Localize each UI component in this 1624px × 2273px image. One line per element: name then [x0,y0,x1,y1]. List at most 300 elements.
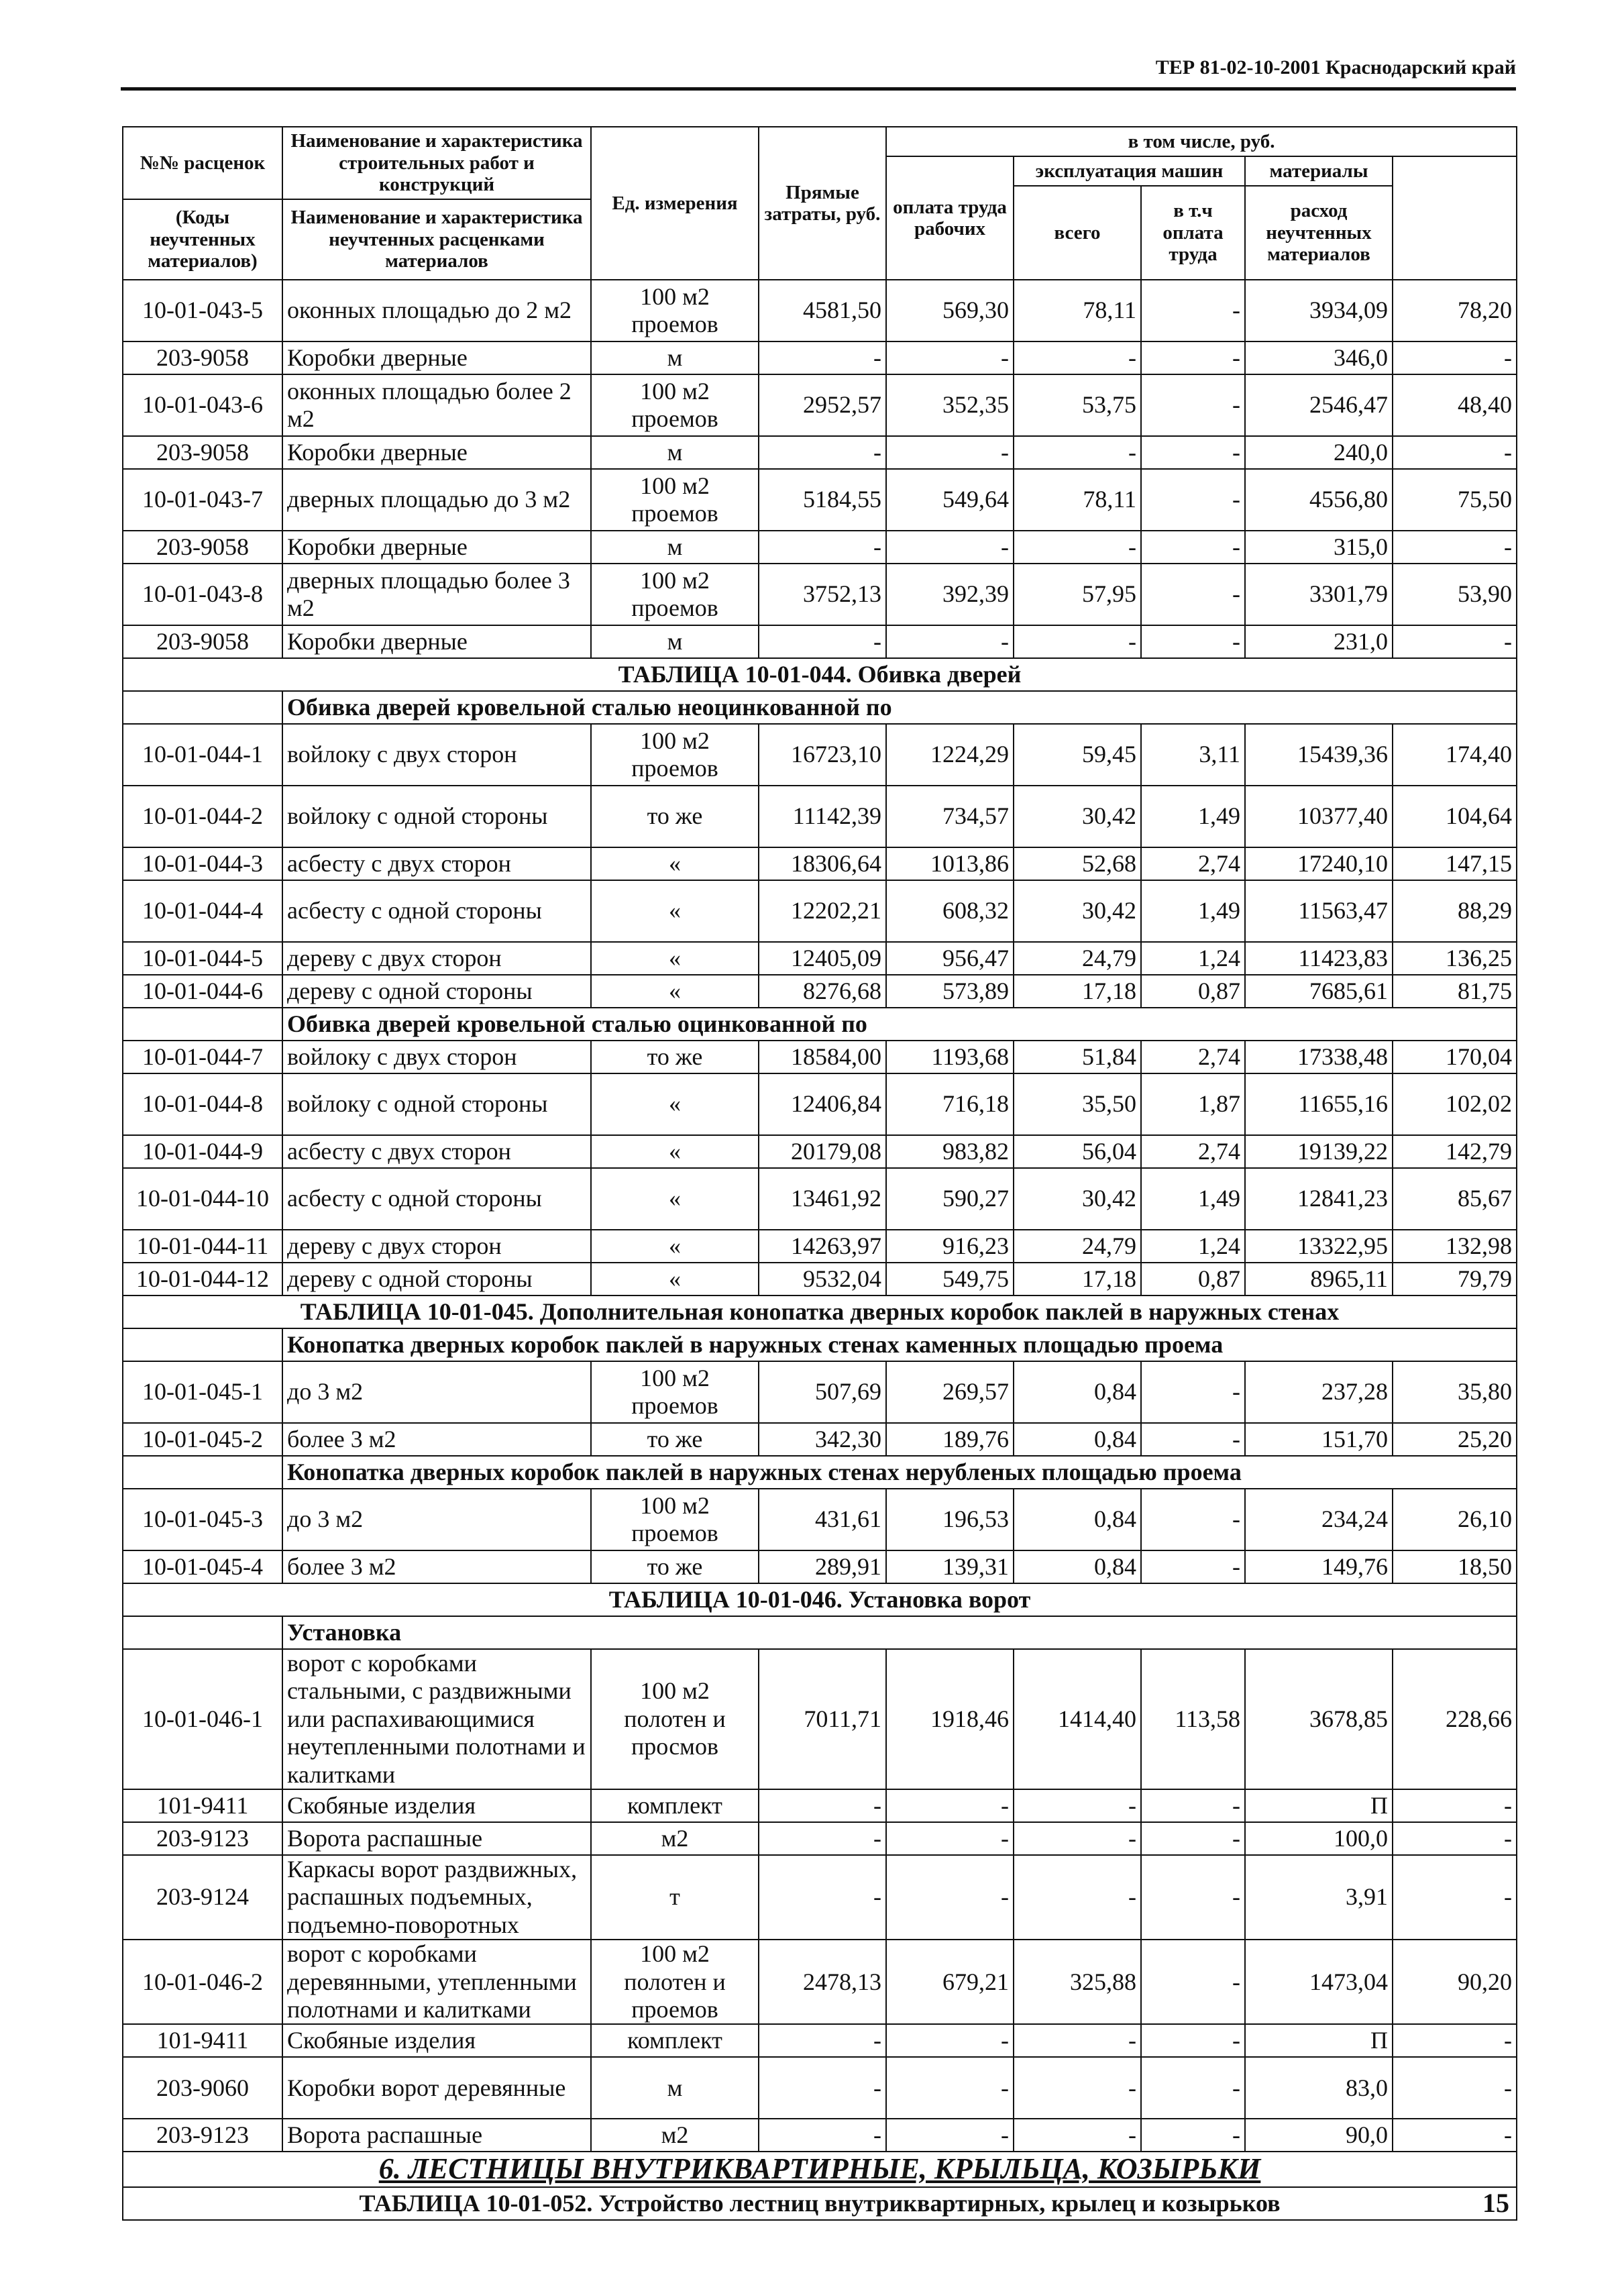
cell-direct: 18306,64 [759,847,886,880]
cell-machines: 17,18 [1014,1263,1141,1296]
cell-unit: м [591,2057,759,2119]
cell-labor: 1013,86 [886,847,1014,880]
cell-labor: 590,27 [886,1168,1014,1230]
table-row [123,1550,1517,1583]
cell-machines: 0,84 [1014,1361,1141,1423]
cell-direct: 4581,50 [759,280,886,341]
cell-labor: 1224,29 [886,724,1014,786]
cell-code: 101-9411 [123,1789,282,1822]
cell-labor: 1918,46 [886,1649,1014,1789]
cell-machines: 17,18 [1014,975,1141,1008]
cell-machines: - [1014,625,1141,658]
cell-code: 203-9124 [123,1855,282,1940]
header-rule [121,87,1516,91]
cell-machines-labor: - [1141,2119,1245,2152]
cell-materials: 19139,22 [1245,1135,1393,1168]
cell-name: Коробки дверные [282,436,591,469]
cell-workers: 81,75 [1393,975,1517,1008]
cell-direct: - [759,1822,886,1855]
cell-machines: 78,11 [1014,469,1141,531]
cell-machines-labor: 1,87 [1141,1073,1245,1135]
group-title-spacer [123,1616,282,1649]
col-machines-labor-header: в т.ч оплата труда [1141,186,1245,280]
col-code-subheader: (Коды неучтенных материалов) [123,199,282,280]
cell-workers: 102,02 [1393,1073,1517,1135]
cell-machines-labor: - [1141,280,1245,341]
cell-machines: 78,11 [1014,280,1141,341]
cell-direct: - [759,531,886,564]
table-row [123,1649,1517,1789]
cell-name: оконных площадью более 2 м2 [282,374,591,436]
cell-machines: - [1014,2119,1141,2152]
cell-workers: - [1393,531,1517,564]
cell-machines: - [1014,1789,1141,1822]
section-title: 6. ЛЕСТНИЦЫ ВНУТРИКВАРТИРНЫЕ, КРЫЛЬЦА, КОЗЫРЬКИ [123,2152,1517,2187]
cell-materials: П [1245,2024,1393,2057]
cell-workers: 85,67 [1393,1168,1517,1230]
cell-workers: - [1393,341,1517,374]
cell-machines-labor: 1,24 [1141,1230,1245,1263]
cell-direct: - [759,625,886,658]
cell-labor: 983,82 [886,1135,1014,1168]
cell-direct: 289,91 [759,1550,886,1583]
cell-code: 10-01-044-11 [123,1230,282,1263]
cell-name: более 3 м2 [282,1423,591,1456]
cell-labor: - [886,2119,1014,2152]
cell-name: дереву с двух сторон [282,1230,591,1263]
table-title: ТАБЛИЦА 10-01-044. Обивка дверей [123,658,1517,691]
group-title: Конопатка дверных коробок паклей в наружных стенах каменных площадью проема [282,1328,1517,1361]
cell-unit: 100 м2 проемов [591,564,759,625]
cell-code: 10-01-044-6 [123,975,282,1008]
cell-materials: 7685,61 [1245,975,1393,1008]
cell-workers: 142,79 [1393,1135,1517,1168]
cell-machines: 1414,40 [1014,1649,1141,1789]
cell-unit: т [591,1855,759,1940]
cell-name: асбесту с одной стороны [282,880,591,942]
cell-materials: 83,0 [1245,2057,1393,2119]
col-labor-header: оплата труда рабочих [886,156,1014,280]
cell-workers: 26,10 [1393,1489,1517,1550]
table-row [123,531,1517,564]
cell-workers: 147,15 [1393,847,1517,880]
cell-direct: 2478,13 [759,1940,886,2024]
cell-unit: м [591,625,759,658]
table-title: ТАБЛИЦА 10-01-052. Устройство лестниц внутриквартирных, крылец и козырьков [123,2187,1517,2220]
cell-name: дереву с одной стороны [282,975,591,1008]
cell-materials: 240,0 [1245,436,1393,469]
cell-machines: 0,84 [1014,1489,1141,1550]
table-title-row [123,1583,1517,1616]
cell-machines-labor: 0,87 [1141,1263,1245,1296]
table-row [123,847,1517,880]
cell-workers: - [1393,436,1517,469]
cell-machines: 0,84 [1014,1423,1141,1456]
cell-name: более 3 м2 [282,1550,591,1583]
cell-machines: 30,42 [1014,880,1141,942]
cell-labor: 608,32 [886,880,1014,942]
cell-labor: - [886,1789,1014,1822]
cell-machines: - [1014,436,1141,469]
cell-workers: 48,40 [1393,374,1517,436]
cell-name: до 3 м2 [282,1489,591,1550]
cell-direct: - [759,1789,886,1822]
cell-workers: 228,66 [1393,1649,1517,1789]
table-row [123,975,1517,1008]
col-materials-header: материалы [1245,156,1393,186]
cell-machines: 51,84 [1014,1041,1141,1073]
cell-code: 203-9058 [123,341,282,374]
cell-materials: 12841,23 [1245,1168,1393,1230]
cell-machines: 30,42 [1014,786,1141,847]
running-header: ТЕР 81-02-10-2001 Краснодарский край [1155,56,1516,78]
cell-labor: - [886,2057,1014,2119]
cell-labor: - [886,531,1014,564]
cell-code: 10-01-046-2 [123,1940,282,2024]
cell-machines-labor: 1,49 [1141,880,1245,942]
cell-unit: комплект [591,2024,759,2057]
cell-materials: 11655,16 [1245,1073,1393,1135]
cell-direct: 2952,57 [759,374,886,436]
cell-machines: - [1014,531,1141,564]
cell-name: войлоку с одной стороны [282,786,591,847]
cell-labor: - [886,2024,1014,2057]
col-machines-total-header: всего [1014,186,1141,280]
table-row [123,564,1517,625]
cell-workers: - [1393,2119,1517,2152]
cell-machines-labor: 2,74 [1141,1041,1245,1073]
cell-name: ворот с коробками стальными, с раздвижными или распахивающимися неутепленными полотнами и калитками [282,1649,591,1789]
table-row [123,1263,1517,1296]
cell-unit: то же [591,1041,759,1073]
cell-workers: 75,50 [1393,469,1517,531]
cell-name: Каркасы ворот раздвижных, распашных подъемных, подъемно-поворотных [282,1855,591,1940]
cell-name: ворот с коробками деревянными, утепленными полотнами и калитками [282,1940,591,2024]
cell-code: 10-01-043-5 [123,280,282,341]
table-row [123,436,1517,469]
cell-machines: 30,42 [1014,1168,1141,1230]
cell-materials: 15439,36 [1245,724,1393,786]
table-row [123,625,1517,658]
table-row [123,786,1517,847]
cell-machines: 59,45 [1014,724,1141,786]
cell-materials: 4556,80 [1245,469,1393,531]
cell-unit: « [591,1230,759,1263]
price-table [122,126,1517,2221]
cell-labor: 269,57 [886,1361,1014,1423]
group-title-row [123,691,1517,724]
cell-code: 10-01-043-6 [123,374,282,436]
cell-code: 10-01-045-1 [123,1361,282,1423]
cell-direct: 5184,55 [759,469,886,531]
table-row [123,469,1517,531]
cell-materials: 237,28 [1245,1361,1393,1423]
cell-code: 10-01-044-9 [123,1135,282,1168]
cell-name: Коробки дверные [282,341,591,374]
cell-code: 203-9060 [123,2057,282,2119]
cell-labor: 916,23 [886,1230,1014,1263]
cell-machines-labor: - [1141,1361,1245,1423]
cell-direct: - [759,2024,886,2057]
cell-code: 10-01-045-4 [123,1550,282,1583]
section-title-row [123,2152,1517,2187]
cell-labor: 549,75 [886,1263,1014,1296]
cell-name: оконных площадью до 2 м2 [282,280,591,341]
cell-name: Скобяные изделия [282,1789,591,1822]
cell-code: 10-01-043-8 [123,564,282,625]
cell-machines-labor: - [1141,1550,1245,1583]
table-title: ТАБЛИЦА 10-01-045. Дополнительная конопатка дверных коробок паклей в наружных стенах [123,1296,1517,1328]
group-title: Конопатка дверных коробок паклей в наружных стенах нерубленых площадью проема [282,1456,1517,1489]
cell-direct: 9532,04 [759,1263,886,1296]
cell-unit: 100 м2 проемов [591,724,759,786]
cell-direct: - [759,341,886,374]
table-row [123,1073,1517,1135]
cell-workers: 79,79 [1393,1263,1517,1296]
cell-direct: 12202,21 [759,880,886,942]
cell-direct: - [759,2119,886,2152]
cell-name: войлоку с двух сторон [282,724,591,786]
cell-name: войлоку с одной стороны [282,1073,591,1135]
cell-name: Коробки ворот деревянные [282,2057,591,2119]
group-title: Обивка дверей кровельной сталью оцинкованной по [282,1008,1517,1041]
table-row [123,1855,1517,1940]
cell-machines-labor: - [1141,341,1245,374]
cell-unit: комплект [591,1789,759,1822]
cell-code: 203-9058 [123,531,282,564]
cell-machines-labor: - [1141,469,1245,531]
table-row [123,880,1517,942]
cell-direct: 14263,97 [759,1230,886,1263]
cell-materials: 17338,48 [1245,1041,1393,1073]
cell-workers: - [1393,1822,1517,1855]
cell-machines: 35,50 [1014,1073,1141,1135]
table-row [123,1789,1517,1822]
cell-unit: м [591,531,759,564]
cell-machines-labor: 2,74 [1141,1135,1245,1168]
cell-machines-labor: 1,49 [1141,1168,1245,1230]
cell-materials: 11563,47 [1245,880,1393,942]
cell-name: Скобяные изделия [282,2024,591,2057]
cell-code: 10-01-044-4 [123,880,282,942]
table-row [123,341,1517,374]
cell-machines-labor: - [1141,374,1245,436]
cell-unit: то же [591,1550,759,1583]
cell-machines-labor: 1,49 [1141,786,1245,847]
cell-name: до 3 м2 [282,1361,591,1423]
cell-direct: 342,30 [759,1423,886,1456]
cell-unit: 100 м2 проемов [591,1489,759,1550]
cell-machines: - [1014,2057,1141,2119]
table-row [123,1361,1517,1423]
cell-machines: 24,79 [1014,942,1141,975]
table-row [123,1230,1517,1263]
cell-machines-labor: - [1141,2057,1245,2119]
cell-materials: 10377,40 [1245,786,1393,847]
table-row [123,1423,1517,1456]
cell-machines-labor: 0,87 [1141,975,1245,1008]
cell-labor: 716,18 [886,1073,1014,1135]
table-row [123,724,1517,786]
cell-materials: 231,0 [1245,625,1393,658]
cell-workers: 35,80 [1393,1361,1517,1423]
table-title-row [123,1296,1517,1328]
cell-machines: 24,79 [1014,1230,1141,1263]
cell-machines-labor: 113,58 [1141,1649,1245,1789]
col-materials-sub-header: расход неучтенных материалов [1245,186,1393,280]
cell-unit: « [591,847,759,880]
cell-code: 203-9058 [123,625,282,658]
table-body [123,280,1517,2220]
cell-code: 10-01-045-2 [123,1423,282,1456]
cell-machines: 57,95 [1014,564,1141,625]
cell-name: дверных площадью более 3 м2 [282,564,591,625]
cell-code: 10-01-044-5 [123,942,282,975]
cell-machines-labor: 1,24 [1141,942,1245,975]
cell-machines-labor: - [1141,1822,1245,1855]
cell-direct: 11142,39 [759,786,886,847]
cell-materials: 2546,47 [1245,374,1393,436]
cell-materials: 234,24 [1245,1489,1393,1550]
cell-unit: « [591,975,759,1008]
cell-unit: м [591,341,759,374]
group-title-row [123,1456,1517,1489]
cell-machines: 56,04 [1014,1135,1141,1168]
cell-machines-labor: 3,11 [1141,724,1245,786]
table-header [123,127,1517,280]
cell-name: дереву с двух сторон [282,942,591,975]
cell-unit: 100 м2 проемов [591,469,759,531]
cell-machines-labor: - [1141,436,1245,469]
cell-code: 203-9123 [123,2119,282,2152]
cell-machines-labor: - [1141,1489,1245,1550]
cell-labor: 679,21 [886,1940,1014,2024]
cell-workers: 136,25 [1393,942,1517,975]
cell-unit: 100 м2 проемов [591,280,759,341]
cell-machines-labor: - [1141,1855,1245,1940]
group-title-spacer [123,691,282,724]
cell-name: асбесту с двух сторон [282,847,591,880]
cell-materials: 3301,79 [1245,564,1393,625]
col-code-header: №№ расценок [123,127,282,199]
cell-direct: 12405,09 [759,942,886,975]
table-row [123,2119,1517,2152]
cell-unit: 100 м2 полотен и проемов [591,1940,759,2024]
cell-workers: - [1393,2024,1517,2057]
table-row [123,2057,1517,2119]
cell-workers: 170,04 [1393,1041,1517,1073]
table-title-row [123,2187,1517,2220]
cell-labor: - [886,625,1014,658]
cell-direct: 431,61 [759,1489,886,1550]
table-title: ТАБЛИЦА 10-01-046. Установка ворот [123,1583,1517,1616]
cell-unit: « [591,1168,759,1230]
cell-labor: 352,35 [886,374,1014,436]
cell-materials: 346,0 [1245,341,1393,374]
table-row [123,2024,1517,2057]
cell-code: 10-01-044-3 [123,847,282,880]
cell-name: войлоку с двух сторон [282,1041,591,1073]
cell-materials: 1473,04 [1245,1940,1393,2024]
cell-name: Коробки дверные [282,625,591,658]
cell-materials: 315,0 [1245,531,1393,564]
cell-name: асбесту с двух сторон [282,1135,591,1168]
cell-direct: 3752,13 [759,564,886,625]
cell-labor: 196,53 [886,1489,1014,1550]
cell-materials: 151,70 [1245,1423,1393,1456]
cell-code: 203-9123 [123,1822,282,1855]
cell-labor: 392,39 [886,564,1014,625]
cell-materials: 13322,95 [1245,1230,1393,1263]
cell-workers: 174,40 [1393,724,1517,786]
table-row [123,1041,1517,1073]
cell-unit: « [591,1263,759,1296]
cell-direct: - [759,1855,886,1940]
cell-workers: 104,64 [1393,786,1517,847]
cell-labor: 549,64 [886,469,1014,531]
cell-code: 10-01-045-3 [123,1489,282,1550]
cell-workers: - [1393,625,1517,658]
cell-direct: 507,69 [759,1361,886,1423]
page-number: 15 [1482,2188,1509,2218]
cell-unit: « [591,880,759,942]
table-row [123,1822,1517,1855]
cell-code: 10-01-044-12 [123,1263,282,1296]
group-title: Установка [282,1616,1517,1649]
cell-labor: - [886,1855,1014,1940]
cell-workers: - [1393,1855,1517,1940]
col-name-subheader: Наименование и характеристика неучтенных расценками материалов [282,199,591,280]
cell-machines-labor: 2,74 [1141,847,1245,880]
cell-name: Коробки дверные [282,531,591,564]
cell-machines-labor: - [1141,1789,1245,1822]
cell-direct: - [759,436,886,469]
cell-name: асбесту с одной стороны [282,1168,591,1230]
cell-direct: 20179,08 [759,1135,886,1168]
cell-materials: 17240,10 [1245,847,1393,880]
cell-materials: 8965,11 [1245,1263,1393,1296]
cell-machines: 53,75 [1014,374,1141,436]
cell-code: 203-9058 [123,436,282,469]
cell-labor: 573,89 [886,975,1014,1008]
cell-direct: 12406,84 [759,1073,886,1135]
group-title-row [123,1328,1517,1361]
col-including-header: в том числе, руб. [886,127,1517,156]
cell-code: 10-01-044-1 [123,724,282,786]
cell-unit: 100 м2 проемов [591,374,759,436]
cell-labor: - [886,1822,1014,1855]
table-row [123,280,1517,341]
table-row [123,1489,1517,1550]
cell-labor: 956,47 [886,942,1014,975]
cell-workers: 25,20 [1393,1423,1517,1456]
table-row [123,1135,1517,1168]
cell-direct: 7011,71 [759,1649,886,1789]
group-title-spacer [123,1456,282,1489]
cell-code: 101-9411 [123,2024,282,2057]
cell-unit: « [591,1135,759,1168]
group-title-spacer [123,1008,282,1041]
col-direct-header: Прямые затраты, руб. [759,127,886,280]
col-machines-header: эксплуатация машин [1014,156,1245,186]
table-title-row [123,658,1517,691]
cell-unit: 100 м2 полотен и просмов [591,1649,759,1789]
group-title-row [123,1008,1517,1041]
cell-materials: 3678,85 [1245,1649,1393,1789]
cell-machines-labor: - [1141,2024,1245,2057]
cell-machines-labor: - [1141,1940,1245,2024]
cell-code: 10-01-044-7 [123,1041,282,1073]
